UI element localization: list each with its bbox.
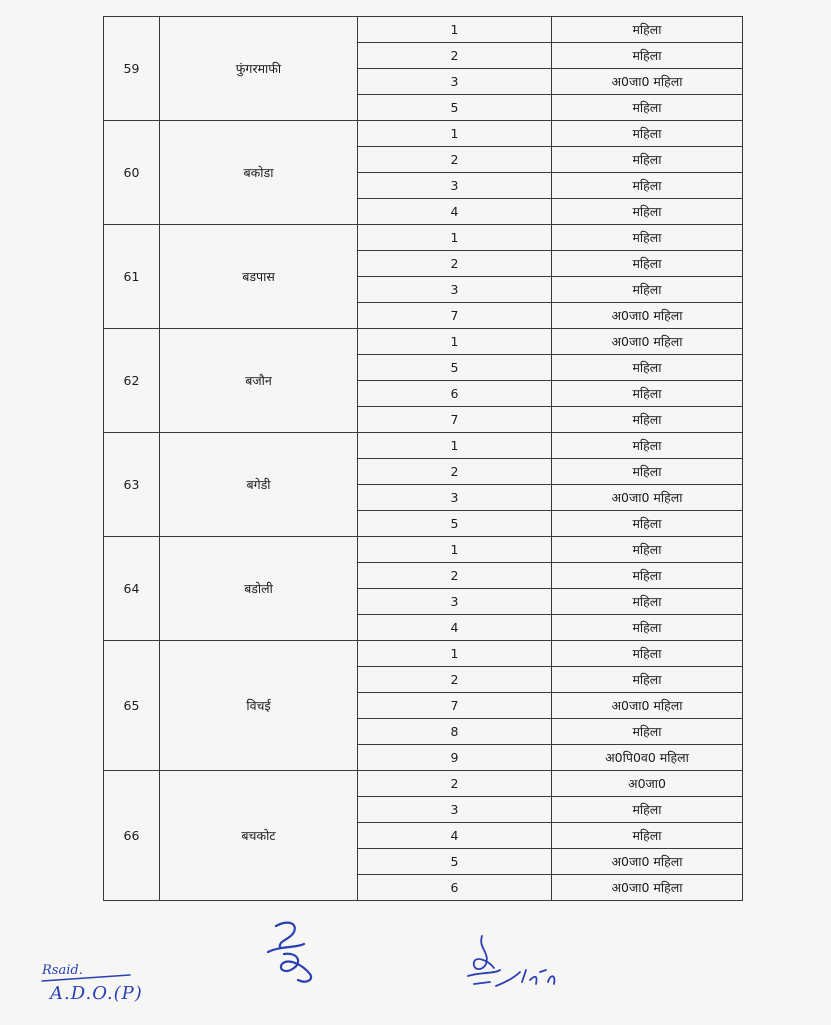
reservation-category-cell: महिला [552, 381, 743, 407]
village-name-cell: बडपास [160, 225, 358, 329]
table-row [104, 121, 743, 147]
reservation-category-cell: अ0जा0 महिला [552, 485, 743, 511]
reservation-category-cell: महिला [552, 199, 743, 225]
ward-number-cell: 1 [358, 17, 552, 43]
reservation-category-cell: महिला [552, 589, 743, 615]
village-name-cell: विचई [160, 641, 358, 771]
ward-number-cell: 2 [358, 251, 552, 277]
ward-number-cell: 3 [358, 69, 552, 95]
serial-number-cell: 65 [104, 641, 160, 771]
serial-number-cell: 64 [104, 537, 160, 641]
ward-number-cell: 1 [358, 225, 552, 251]
ward-number-cell: 2 [358, 667, 552, 693]
village-name-cell: बचकोट [160, 771, 358, 901]
ward-number-cell: 4 [358, 823, 552, 849]
ward-number-cell: 1 [358, 121, 552, 147]
reservation-category-cell: महिला [552, 147, 743, 173]
reservation-category-cell: महिला [552, 277, 743, 303]
serial-number-cell: 62 [104, 329, 160, 433]
reservation-category-cell: महिला [552, 459, 743, 485]
reservation-category-cell: महिला [552, 407, 743, 433]
village-name-cell: बजौन [160, 329, 358, 433]
serial-number-cell: 66 [104, 771, 160, 901]
table-row [104, 17, 743, 43]
ward-number-cell: 8 [358, 719, 552, 745]
ward-number-cell: 6 [358, 381, 552, 407]
ward-number-cell: 2 [358, 459, 552, 485]
ward-number-cell: 1 [358, 329, 552, 355]
ward-number-cell: 5 [358, 355, 552, 381]
reservation-category-cell: महिला [552, 641, 743, 667]
reservation-category-cell: महिला [552, 823, 743, 849]
ward-number-cell: 3 [358, 589, 552, 615]
reservation-category-cell: महिला [552, 251, 743, 277]
reservation-category-cell: अ0जा0 [552, 771, 743, 797]
reservation-category-cell: महिला [552, 719, 743, 745]
ward-number-cell: 7 [358, 693, 552, 719]
table-row [104, 329, 743, 355]
ward-number-cell: 1 [358, 537, 552, 563]
serial-number-cell: 63 [104, 433, 160, 537]
table-row [104, 537, 743, 563]
ward-number-cell: 5 [358, 849, 552, 875]
reservation-category-cell: महिला [552, 537, 743, 563]
reservation-category-cell: महिला [552, 433, 743, 459]
village-name-cell: फुंगरमाफी [160, 17, 358, 121]
reservation-category-cell: अ0जा0 महिला [552, 849, 743, 875]
ward-number-cell: 3 [358, 485, 552, 511]
ward-number-cell: 7 [358, 407, 552, 433]
handwritten-signature-1 [258, 918, 328, 993]
reservation-category-cell: अ0जा0 महिला [552, 693, 743, 719]
village-name-cell: बगेडी [160, 433, 358, 537]
handwritten-ado-note [20, 955, 210, 1025]
reservation-category-cell: महिला [552, 173, 743, 199]
reservation-category-cell: महिला [552, 225, 743, 251]
note-line-2: A.D.O.(P) [50, 983, 143, 1004]
table-row [104, 641, 743, 667]
table-row [104, 771, 743, 797]
reservation-category-cell: महिला [552, 511, 743, 537]
reservation-category-cell: महिला [552, 797, 743, 823]
village-name-cell: बकोडा [160, 121, 358, 225]
ward-number-cell: 2 [358, 43, 552, 69]
ward-number-cell: 5 [358, 95, 552, 121]
reservation-category-cell: अ0जा0 महिला [552, 69, 743, 95]
reservation-category-cell: महिला [552, 95, 743, 121]
ward-number-cell: 6 [358, 875, 552, 901]
ward-number-cell: 2 [358, 563, 552, 589]
ward-number-cell: 7 [358, 303, 552, 329]
reservation-category-cell: महिला [552, 121, 743, 147]
reservation-category-cell: महिला [552, 43, 743, 69]
ward-number-cell: 9 [358, 745, 552, 771]
ward-number-cell: 2 [358, 147, 552, 173]
ward-number-cell: 4 [358, 615, 552, 641]
reservation-category-cell: अ0जा0 महिला [552, 303, 743, 329]
reservation-category-cell: महिला [552, 615, 743, 641]
ward-number-cell: 3 [358, 797, 552, 823]
serial-number-cell: 61 [104, 225, 160, 329]
table-row [104, 225, 743, 251]
reservation-table [103, 16, 743, 901]
ward-number-cell: 5 [358, 511, 552, 537]
reservation-category-cell: महिला [552, 563, 743, 589]
ward-number-cell: 1 [358, 641, 552, 667]
serial-number-cell: 60 [104, 121, 160, 225]
note-line-1: Rsaid. [42, 963, 83, 978]
table-row [104, 433, 743, 459]
reservation-category-cell: अ0पि0व0 महिला [552, 745, 743, 771]
reservation-category-cell: अ0जा0 महिला [552, 875, 743, 901]
ward-number-cell: 3 [358, 277, 552, 303]
ward-number-cell: 3 [358, 173, 552, 199]
reservation-category-cell: अ0जा0 महिला [552, 329, 743, 355]
ward-number-cell: 4 [358, 199, 552, 225]
ward-number-cell: 1 [358, 433, 552, 459]
reservation-category-cell: महिला [552, 17, 743, 43]
village-name-cell: बडोली [160, 537, 358, 641]
serial-number-cell: 59 [104, 17, 160, 121]
ward-number-cell: 2 [358, 771, 552, 797]
handwritten-signature-2 [460, 930, 570, 1000]
reservation-category-cell: महिला [552, 667, 743, 693]
reservation-category-cell: महिला [552, 355, 743, 381]
